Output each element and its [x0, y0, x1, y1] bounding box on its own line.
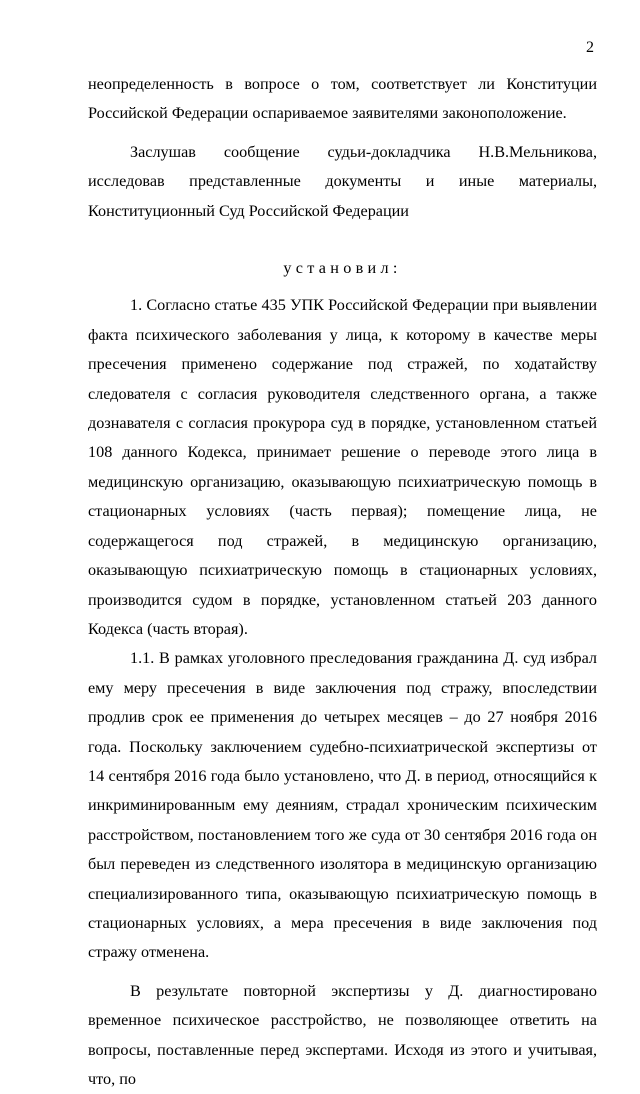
paragraph-continuation: неопределенность в вопросе о том, соответствует ли Конституции Российской Федерации оспариваемое заявителями законоположение.	[88, 75, 597, 123]
section-heading: установил:	[283, 259, 402, 278]
paragraph-hearing: Заслушав сообщение судьи-докладчика Н.В.Мельникова, исследовав представленные документы и иные материалы, Конституционный Суд Российской Федерации	[88, 142, 597, 220]
paragraph-1-1: 1.1. В рамках уголовного преследования гражданина Д. суд избрал ему меру пресечения в виде заключения под стражу, впоследствии продлив срок ее применения до четырех месяцев – до 27 ноября 2016 года. Поскольку заключением судебно-психиатрической экспертизы от 14 сентября 2016 года было установлено, что Д. в период, относящийся к инкриминированным ему деяниям, страдал хроническим психическим расстройством, постановлением того же суда от 30 сентября 2016 года он был переведен из следственного изолятора в медицинскую организацию специализированного типа, оказывающую психиатрическую помощь в стационарных условиях, а мера пресечения в виде заключения под стражу отменена.	[88, 649, 597, 962]
page-number: 2	[586, 39, 594, 56]
paragraph-1: 1. Согласно статье 435 УПК Российской Федерации при выявлении факта психического заболевания у лица, к которому в качестве меры пресечения применено содержание под стражей, по ходатайству следователя с согласия руководителя следственного органа, а также дознавателя с согласия прокурора суд в порядке, установленном статьей 108 данного Кодекса, принимает решение о переводе этого лица в медицинскую организацию, оказывающую психиатрическую помощь в стационарных условиях (часть первая); помещение лица, не содержащегося под стражей, в медицинскую организацию, оказывающую психиатрическую помощь в стационарных условиях, производится судом в порядке, установленном статьей 203 данного Кодекса (часть вторая).	[88, 296, 597, 638]
document-body	[88, 70, 597, 1094]
paragraph-re-examination: В результате повторной экспертизы у Д. диагностировано временное психическое расстройство, не позволяющее ответить на вопросы, поставленные перед экспертами. Исходя из этого и учитывая, что, по	[88, 981, 597, 1088]
